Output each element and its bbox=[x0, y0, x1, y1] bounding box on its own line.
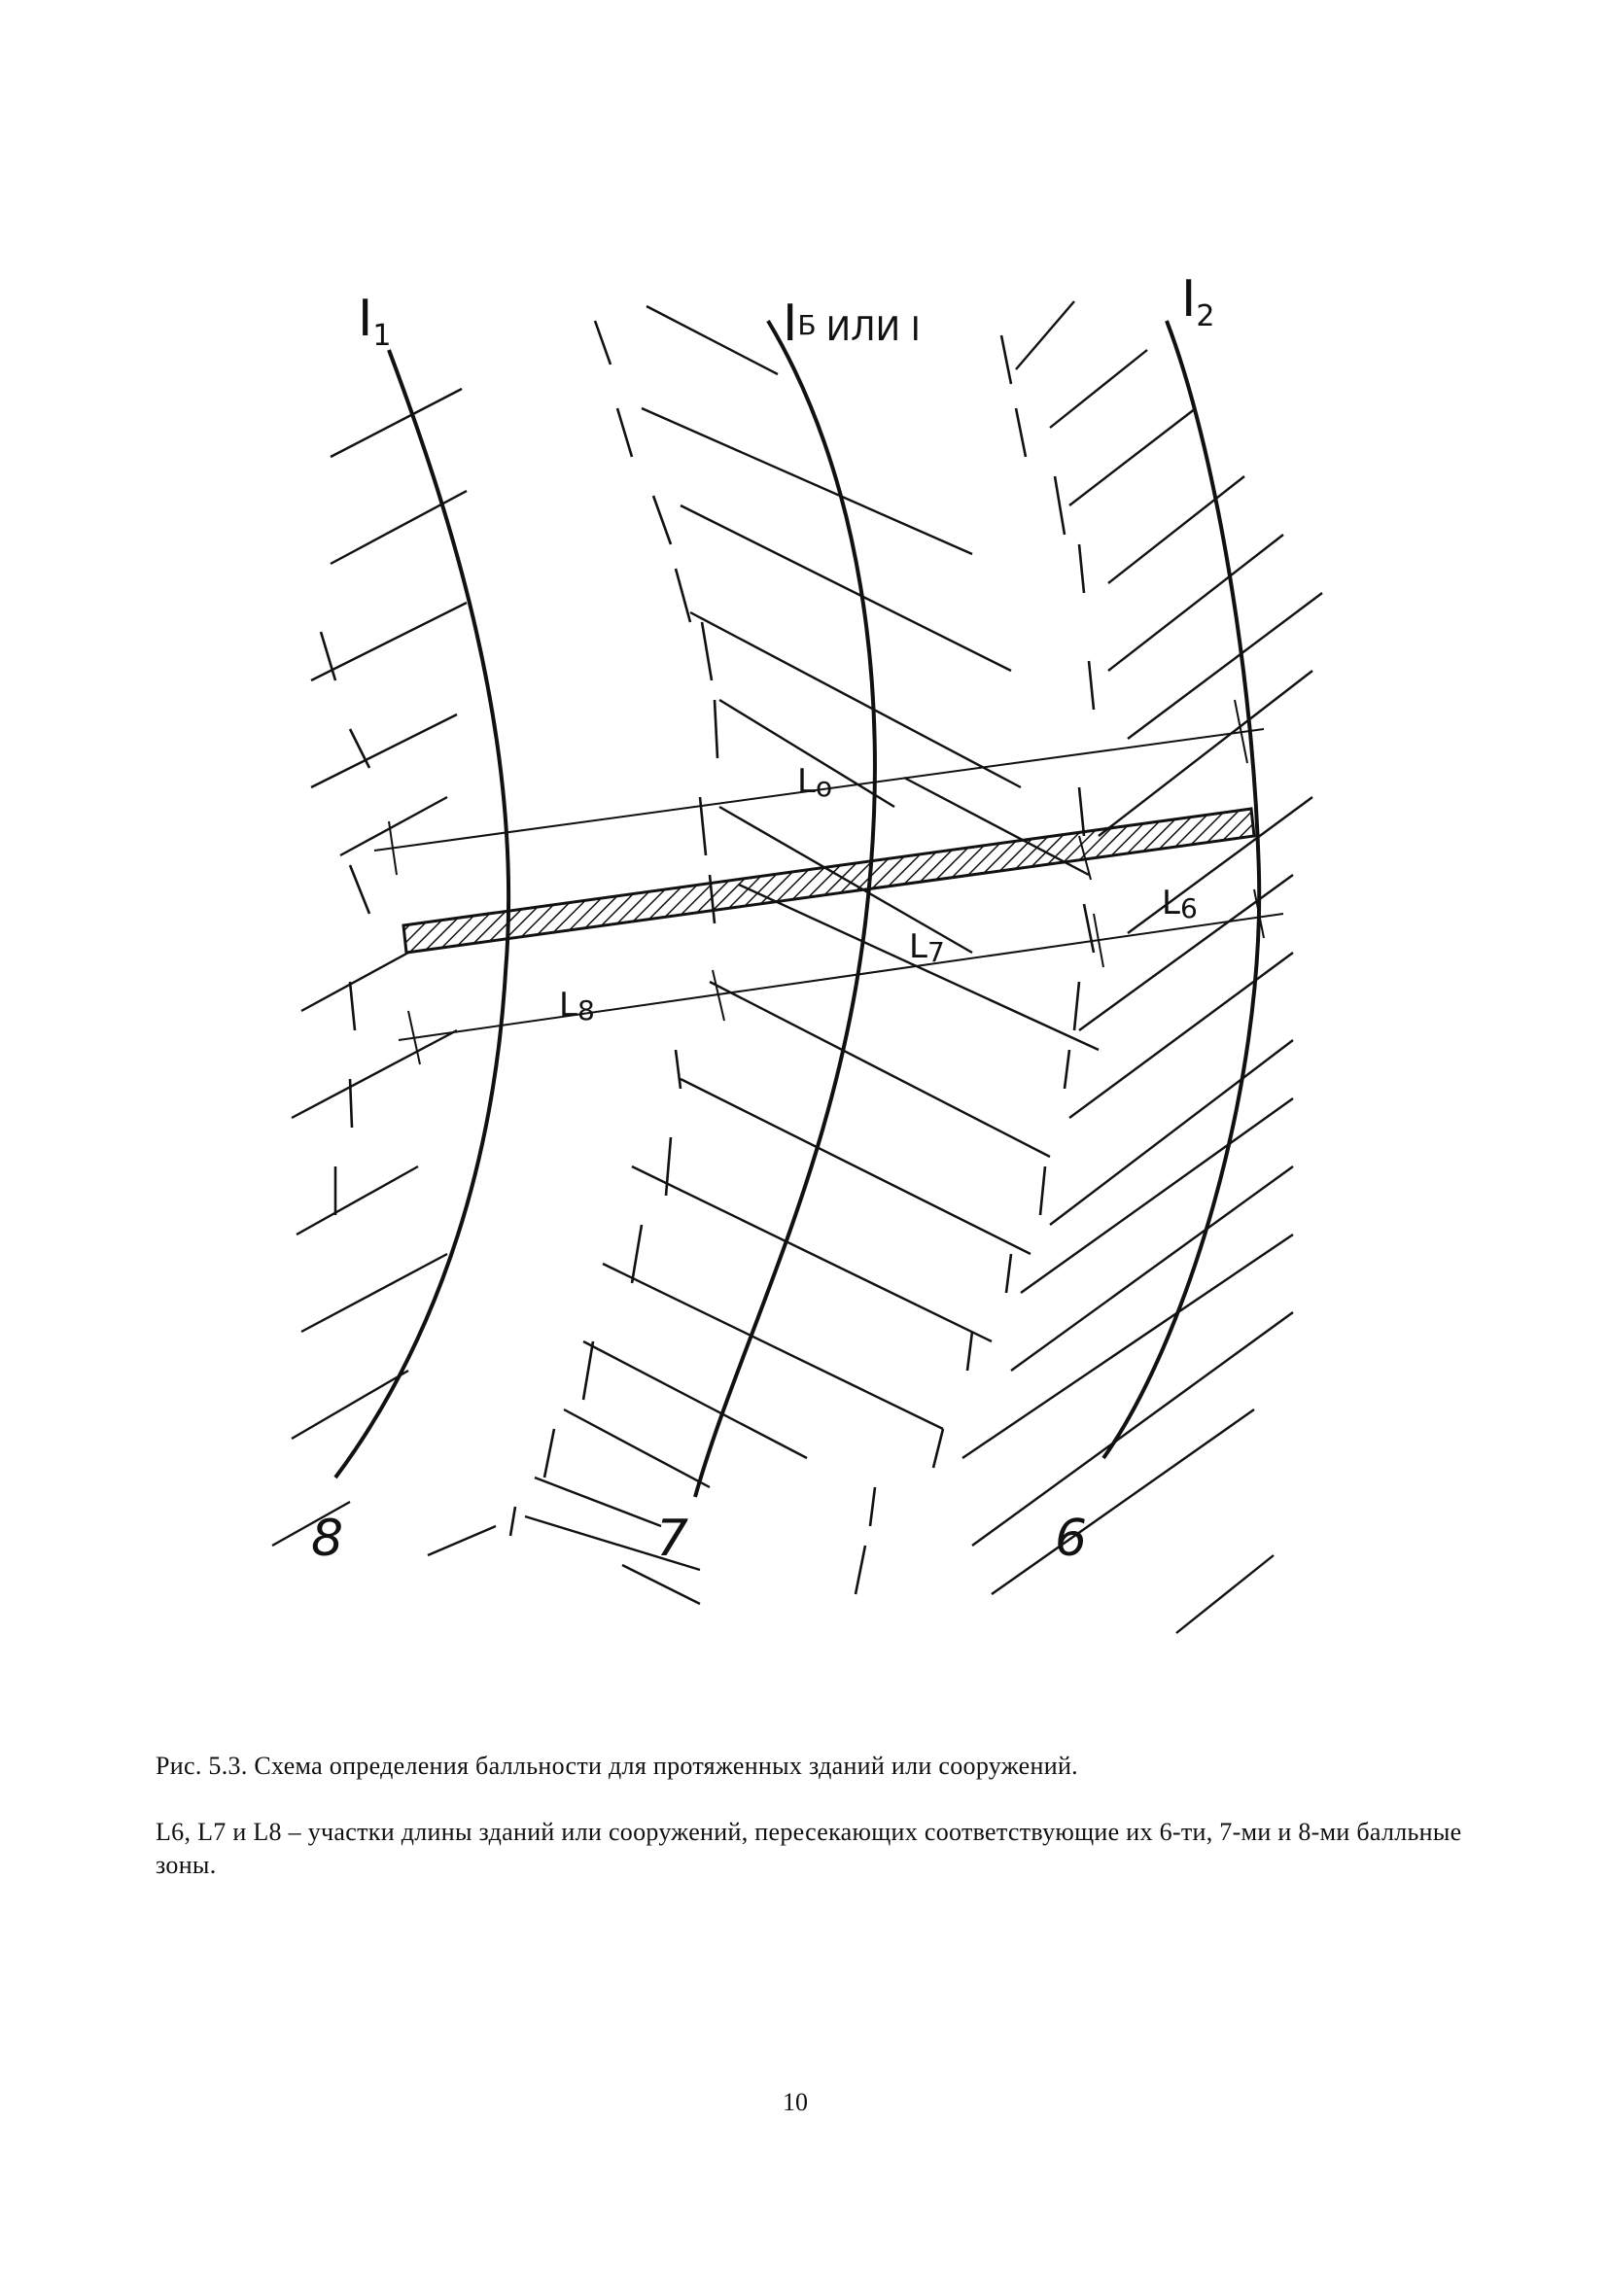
label-Ib: IБ ИЛИ I bbox=[783, 295, 921, 353]
zone-6-hatching bbox=[962, 301, 1322, 1633]
label-L8: L8 bbox=[559, 986, 595, 1026]
label-zone-7: 7 bbox=[656, 1510, 689, 1568]
label-I2: I2 bbox=[1181, 270, 1215, 333]
figure-caption-title: Рис. 5.3. Схема определения балльности для протяженных зданий или сооружений. bbox=[156, 1752, 1078, 1780]
label-zone-6: 6 bbox=[1055, 1510, 1088, 1568]
zone-8-hatching bbox=[272, 389, 496, 1555]
zone-boundary-7-6 bbox=[856, 335, 1094, 1594]
page-number: 10 bbox=[783, 2088, 808, 2116]
zone-7-hatching bbox=[525, 306, 1099, 1604]
building-strip bbox=[403, 809, 1254, 953]
label-L7: L7 bbox=[909, 927, 945, 968]
isolines bbox=[335, 321, 1259, 1497]
label-I1: I1 bbox=[358, 290, 392, 353]
label-L0: Lo bbox=[797, 762, 833, 803]
label-zone-8: 8 bbox=[311, 1510, 344, 1568]
figure-caption-legend: L6, L7 и L8 – участки длины зданий или сооружений, пересекающих соответствующие их 6-ти, 7-ми и 8-ми балльные зоны. bbox=[156, 1818, 1462, 1879]
label-L6: L6 bbox=[1162, 884, 1198, 924]
